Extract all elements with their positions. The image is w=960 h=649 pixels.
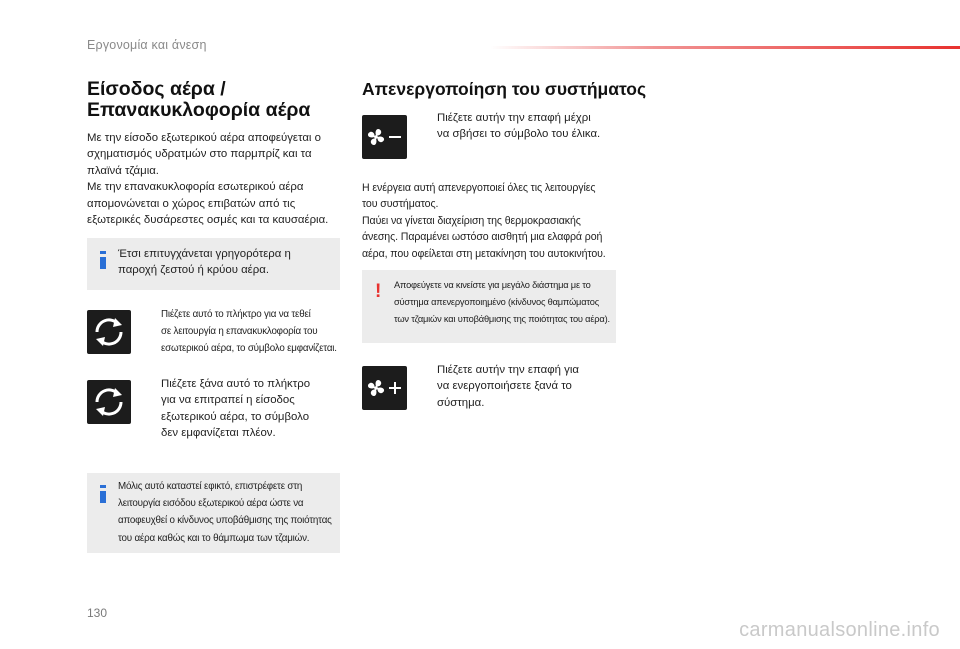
text-line: των τζαμιών και υποβάθμισης της ποιότητας του αέρα). (394, 314, 610, 325)
text-line: εσωτερικού αέρα, το σύμβολο εμφανίζεται. (161, 343, 337, 355)
running-header: Εργονομία και άνεση (87, 38, 207, 52)
text-line: να σβήσει το σύμβολο του έλικα. (437, 128, 601, 141)
info-box-tip (87, 473, 340, 553)
header-rule (490, 46, 960, 49)
text-line: για να επιτραπεί η είσοδος (161, 394, 295, 407)
title-line: Είσοδος αέρα / (87, 78, 226, 100)
text-line: του συστήματος. (362, 198, 439, 211)
text-line: Με την επανακυκλοφορία εσωτερικού αέρα (87, 181, 304, 194)
watermark: carmanualsonline.info (739, 619, 940, 641)
step-recirculation-off (161, 376, 310, 442)
step-system-off (437, 110, 600, 143)
text-line: Πιέζετε αυτό το πλήκτρο για να τεθεί (161, 309, 311, 320)
warning-text (394, 277, 610, 329)
text-line: δεν εμφανίζεται πλέον. (161, 427, 276, 440)
recirculation-icon (87, 380, 131, 424)
text-line: απομονώνεται ο χώρος επιβατών από τις (87, 197, 296, 210)
text-line: άνεσης. Παραμένει ωστόσο αισθητή μια ελαφρά ροή (362, 231, 603, 244)
text-line: πλαϊνά τζάμια. (87, 164, 159, 177)
text-line: αποφευχθεί ο κίνδυνος υποβάθμισης της ποιότητας (118, 515, 332, 527)
system-off-paragraph (362, 180, 606, 262)
text-line: Έτσι επιτυγχάνεται γρηγορότερα η (118, 248, 291, 260)
text-line: σχηματισμός υδρατμών στο παρμπρίζ και τα (87, 148, 312, 161)
text-line: σύστημα. (437, 396, 485, 409)
text-line: εξωτερικού αέρα, το σύμβολο (161, 410, 310, 423)
fan-plus-button[interactable] (362, 366, 407, 410)
text-line: παροχή ζεστού ή κρύου αέρα. (118, 264, 269, 277)
intro-paragraph (87, 130, 328, 228)
text-line: εξωτερικές δυσάρεστες οσμές και τα καυσαέρια. (87, 214, 329, 227)
fan-minus-button[interactable] (362, 115, 407, 159)
info-box-tip (87, 238, 340, 290)
text-line: Αποφεύγετε να κινείστε για μεγάλο διάστημα με το (394, 280, 591, 290)
text-line: του αέρα καθώς και το θάμπωμα των τζαμιών. (118, 532, 310, 544)
warning-icon: ! (375, 281, 382, 302)
tip-text (118, 246, 291, 279)
recirculation-icon (87, 310, 131, 354)
page-number: 130 (87, 606, 108, 620)
text-line: Παύει να γίνεται διαχείριση της θερμοκρασιακής (362, 214, 581, 227)
text-line: αέρα, που οφείλεται στη μετακίνηση του αυτοκινήτου. (362, 247, 606, 260)
text-line: λειτουργία εισόδου εξωτερικού αέρα ώστε να (118, 498, 304, 510)
recirculation-button[interactable] (87, 310, 131, 354)
fan-minus-icon (362, 115, 407, 159)
warning-box (362, 270, 616, 343)
text-line: Η ενέργεια αυτή απενεργοποιεί όλες τις λειτουργίες (362, 182, 596, 194)
step-system-on (437, 362, 579, 411)
text-line: Με την είσοδο εξωτερικού αέρα αποφεύγεται ο (87, 132, 321, 144)
fan-plus-icon (362, 366, 407, 410)
text-line: σε λειτουργία η επανακυκλοφορία του (161, 326, 318, 338)
text-line: Πιέζετε ξάνα αυτό το πλήκτρο (161, 378, 311, 390)
text-line: Μόλις αυτό καταστεί εφικτό, επιστρέφετε στη (118, 481, 303, 492)
text-line: σύστημα απενεργοποιημένο (κίνδυνος θαμπώματος (394, 297, 599, 308)
text-line: Πιέζετε αυτήν την επαφή για (437, 364, 579, 376)
tip-text (118, 478, 332, 547)
text-line: να ενεργοποιήσετε ξανά το (437, 380, 572, 393)
title-line: Επανακυκλοφορία αέρα (87, 99, 311, 121)
section-title-system-off: Απενεργοποίηση του συστήματος (362, 79, 647, 99)
text-line: Πιέζετε αυτήν την επαφή μέχρι (437, 112, 591, 124)
section-title-air-intake (87, 79, 310, 121)
recirculation-button[interactable] (87, 380, 131, 424)
step-recirculation-on (161, 306, 337, 358)
